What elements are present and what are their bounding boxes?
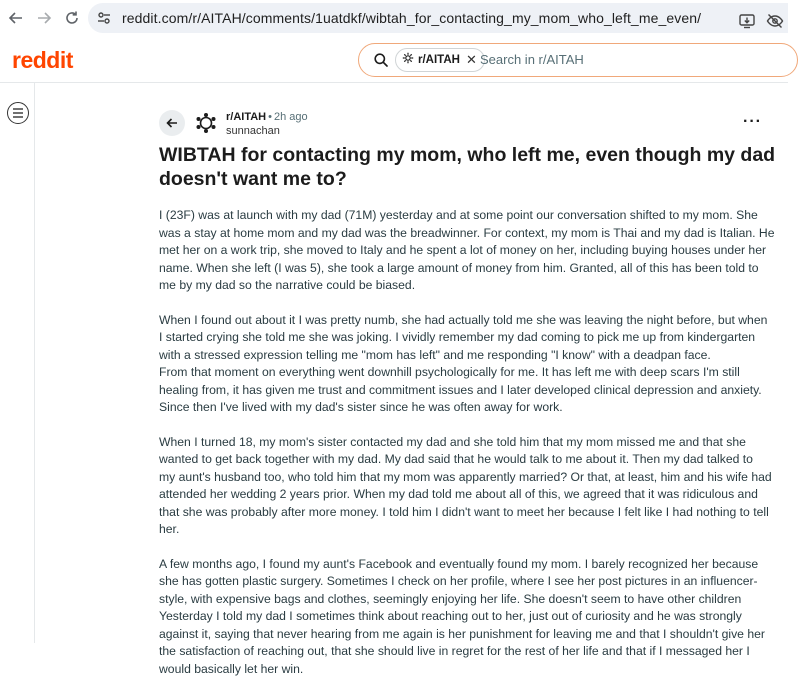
post-body	[159, 207, 774, 678]
site-settings-icon[interactable]	[96, 10, 112, 26]
post-title	[159, 143, 774, 191]
post-text-line: When I found out about it I was pretty numb, she had actually told me she was leaving the night before, but when	[159, 312, 768, 327]
post-author[interactable]: sunnachan	[226, 125, 280, 137]
address-bar[interactable]	[88, 3, 788, 33]
post-text-line: wanted to get back together with my dad. My dad said that he would talk to me about it. Then my dad talked to	[159, 452, 753, 466]
post-paragraph	[159, 434, 774, 539]
forward-arrow-icon[interactable]	[34, 8, 54, 28]
subreddit-avatar[interactable]	[193, 110, 219, 136]
post-text-line: A few months ago, I found my aunt's Facebook and eventually found my mom. I barely recognized her because	[159, 556, 759, 571]
post-text-line: style, with expensive bags and clothes, seemingly enjoying her life. She doesn't seem to have other children	[159, 591, 742, 606]
subreddit-chip-label: r/AITAH	[418, 54, 460, 66]
reddit-header	[0, 37, 788, 83]
post-text-line: was a stay at home mom and my dad was the breadwinner. For context, my mom is Thai and my dad is Italian. He	[159, 225, 775, 240]
post-text-line: against it, saying that never hearing from me again is her punishment for leaving me and that I shouldn't give her	[159, 626, 765, 641]
post	[159, 108, 774, 695]
left-rail	[0, 83, 35, 643]
post-text-line: she has gotten plastic surgery. Sometimes I check on her profile, where I see her post pictures in an influencer-	[159, 574, 758, 588]
back-button[interactable]	[159, 110, 185, 136]
post-text-line: met her on a work trip, she moved to Italy and he spent a lot of money on her, including buying houses under her	[159, 243, 767, 257]
subreddit-name[interactable]: r/AITAH	[226, 111, 267, 123]
post-paragraph	[159, 312, 774, 417]
post-text-line: I (23F) was at launch with my dad (71M) yesterday and at some point our conversation shifted to my mom. She	[159, 208, 758, 222]
post-text-line: attended her wedding 2 years prior. When my dad told me about all of this, we agreed that it was ridiculous and	[159, 487, 758, 501]
reload-icon[interactable]	[62, 8, 82, 28]
browser-toolbar	[0, 0, 788, 37]
subreddit-line	[226, 111, 308, 123]
reddit-logo[interactable]: reddit	[12, 47, 73, 73]
post-text-line: my aunt's husband too, who told him that my mom was apparently married? Or that, at least, him and his wife had	[159, 469, 772, 484]
post-text-line: Yesterday I told my dad I sometimes think about reaching out to her, just out of curiosity and he was strongly	[159, 609, 742, 623]
post-text-line: with a stressed expression telling me "mom has left" and me responding "I know" with a deadpan face.	[159, 347, 711, 362]
post-text-line: that she was probably after more money. I told him I didn't want to meet her because I felt like I had nothing to tell	[159, 504, 769, 519]
post-text-line: When I turned 18, my mom's sister contacted my dad and she told him that my mom missed me and that she	[159, 434, 746, 449]
post-text-line: would basically let her win.	[159, 661, 304, 676]
post-text-line: name. When she left (I was 5), she took a large amount of money from him. Granted, all of this has been told to	[159, 260, 759, 275]
subreddit-filter-chip[interactable]	[395, 48, 485, 72]
meta-separator: •	[268, 111, 272, 123]
post-title-line: doesn't want me to?	[159, 168, 347, 190]
post-text-line: me by my dad so the narrative could be biased.	[159, 278, 416, 292]
url-text: reddit.com/r/AITAH/comments/1uatdkf/wibtah_for_contacting_my_mom_who_left_me_even/	[122, 10, 702, 26]
post-text-line: I started crying she told me she was joking. I vividly remember my dad coming to pick me up from kindergarten	[159, 330, 756, 344]
eye-off-icon[interactable]	[766, 12, 784, 30]
post-time: 2h ago	[274, 111, 308, 123]
close-icon[interactable]: ✕	[465, 52, 477, 67]
search-input[interactable]: Search in r/AITAH	[480, 52, 584, 67]
back-arrow-icon[interactable]	[6, 8, 26, 28]
post-title-line: WIBTAH for contacting my mom, who left me, even though my dad	[159, 144, 776, 166]
more-options-button[interactable]: ···	[743, 113, 762, 130]
menu-icon[interactable]	[7, 102, 29, 124]
post-text-line: healing from, it has given me trust and commitment issues and I later developed clinical depression and anxiety.	[159, 382, 762, 397]
search-bar[interactable]	[358, 43, 798, 77]
post-paragraph	[159, 207, 774, 295]
post-text-line: her.	[159, 522, 180, 536]
post-text-line: From that moment on everything went downhill psychologically for me. It has left me with deep scars I'm still	[159, 365, 740, 379]
subreddit-community-icon	[402, 51, 414, 69]
post-paragraph	[159, 556, 774, 679]
post-meta	[159, 108, 774, 138]
search-icon	[373, 52, 389, 68]
install-app-icon[interactable]	[738, 12, 756, 30]
post-text-line: Since then I've lived with my dad's sister since he was often away for work.	[159, 400, 563, 414]
post-text-line: the satisfaction of reaching out, that she should live in regret for the rest of her life and that if I messaged her I	[159, 644, 750, 658]
